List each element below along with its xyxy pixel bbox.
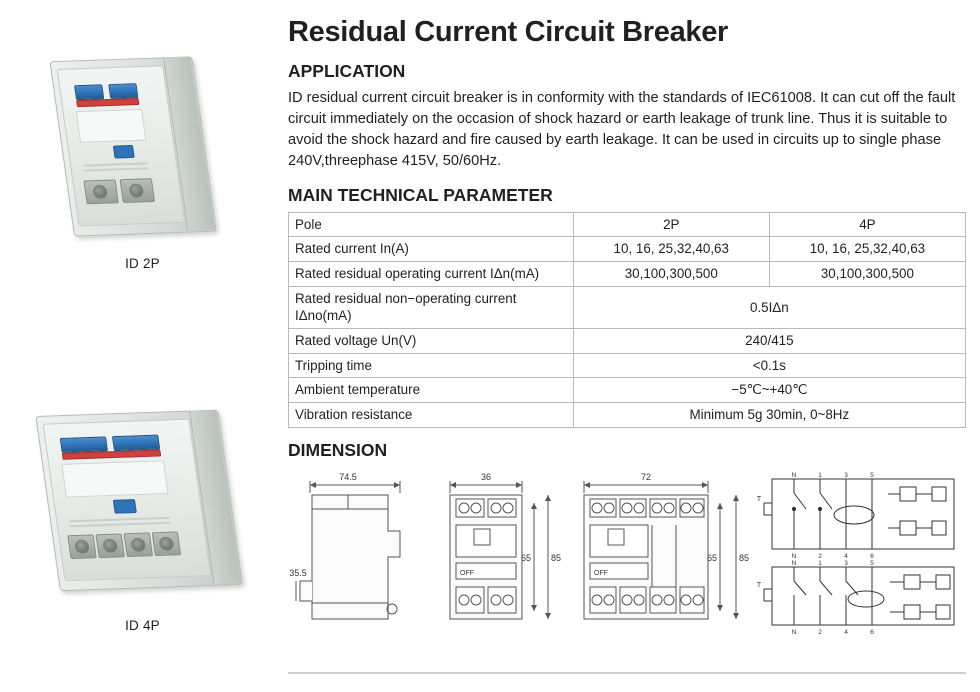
- row-value-span: <0.1s: [573, 353, 965, 378]
- wiring-bottom-bottom-2: 2: [818, 628, 822, 636]
- header-4p: 4P: [769, 212, 965, 237]
- table-row: [289, 329, 966, 354]
- row-value-span: Minimum 5g 30min, 0~8Hz: [573, 403, 965, 428]
- row-value-4p: 10, 16, 25,32,40,63: [769, 237, 965, 262]
- breaker-front-face: [43, 419, 212, 582]
- trip-indicator: [76, 98, 139, 107]
- row-value-span: 0.5IΔn: [573, 286, 965, 328]
- photo-caption-2p: ID 2P: [125, 256, 160, 271]
- table-row: [289, 286, 966, 328]
- test-button: [113, 145, 135, 159]
- toggle-lever-2: [108, 83, 138, 99]
- vent-line: [70, 522, 171, 527]
- dimension-front-4p: [566, 469, 752, 639]
- row-label: Rated residual non−operating current IΔno(mA): [289, 286, 574, 328]
- front-2p-outer-height-label: 85: [550, 552, 561, 563]
- front-2p-width-label: 36: [480, 471, 492, 482]
- footer-divider: [288, 672, 966, 674]
- spec-table: [288, 212, 966, 428]
- header-2p: 2P: [573, 212, 769, 237]
- wiring-top-bottom-2: 2: [818, 552, 822, 560]
- row-label: Rated voltage Un(V): [289, 329, 574, 354]
- breaker-2p-illustration: [0, 48, 285, 248]
- dimension-heading: DIMENSION: [288, 439, 388, 460]
- front-4p-switch-label: OFF: [594, 569, 608, 577]
- wiring-top-terminal-5: 5: [870, 471, 874, 479]
- front-4p-svg: [566, 469, 752, 639]
- wiring-top-terminal-3: 3: [844, 471, 848, 479]
- parameters-heading: MAIN TECHNICAL PARAMETER: [288, 184, 553, 205]
- dimension-drawings: [288, 469, 966, 644]
- wiring-top-bottom-6: 6: [870, 552, 874, 560]
- wiring-bottom-bottom-n: N: [791, 628, 797, 636]
- side-view-svg: [288, 469, 428, 639]
- wiring-bottom-terminal-1: 1: [818, 559, 822, 567]
- wiring-bottom-bottom-4: 4: [844, 628, 848, 636]
- application-text: ID residual current circuit breaker is in conformity with the standards of IEC61008. It can cut off the fault circuit immediately on the occasion of shock hazard or earth leakage of trunk line. Thus it is suitable to avoid the shock hazard and fire caused by earth leakage. It can be used in circuits up to single phase 240V,threephase 415V, 50/60Hz.: [288, 90, 956, 170]
- toggle-lever-1: [74, 84, 104, 100]
- rating-label: [76, 109, 147, 143]
- breaker-4p-illustration: [0, 400, 285, 610]
- front-2p-switch-label: OFF: [460, 569, 474, 577]
- wiring-top-test-label: T: [756, 495, 762, 503]
- wiring-top-terminal-n: N: [791, 471, 797, 479]
- wiring-bottom-bottom-6: 6: [870, 628, 874, 636]
- wiring-top-bottom-4: 4: [844, 552, 848, 560]
- photo-caption-4p: ID 4P: [125, 618, 160, 633]
- page-title: Residual Current Circuit Breaker: [288, 16, 729, 48]
- row-label: Ambient temperature: [289, 378, 574, 403]
- table-row: [289, 378, 966, 403]
- dimension-wiring-diagrams: [754, 469, 966, 639]
- row-label: Rated current In(A): [289, 237, 574, 262]
- wiring-top-bottom-n: N: [791, 552, 797, 560]
- vent-line: [83, 162, 148, 166]
- row-label: Rated residual operating current IΔn(mA): [289, 262, 574, 287]
- product-photo-2p: [0, 48, 285, 271]
- row-value-4p: 30,100,300,500: [769, 262, 965, 287]
- row-value-2p: 10, 16, 25,32,40,63: [573, 237, 769, 262]
- wiring-top-terminal-1: 1: [818, 471, 822, 479]
- wiring-bottom-test-label: T: [756, 581, 762, 589]
- test-button: [113, 499, 137, 514]
- wiring-bottom-terminal-n: N: [791, 559, 797, 567]
- front-4p-outer-height-label: 85: [738, 552, 749, 563]
- product-image-column: [0, 0, 285, 692]
- front-2p-inner-height-label: 65: [520, 552, 531, 563]
- vent-line: [84, 167, 149, 171]
- front-4p-width-label: 72: [640, 471, 652, 482]
- front-4p-inner-height-label: 65: [706, 552, 717, 563]
- content-column: [288, 0, 980, 692]
- wiring-bottom-terminal-3: 3: [844, 559, 848, 567]
- product-photo-4p: [0, 400, 285, 633]
- toggle-lever-1: [60, 436, 108, 452]
- row-label: Tripping time: [289, 353, 574, 378]
- table-row: [289, 262, 966, 287]
- side-view-width-label: 74.5: [339, 471, 357, 482]
- breaker-front-face: [57, 65, 186, 226]
- breaker-4p-body: [35, 410, 240, 590]
- table-row: [289, 237, 966, 262]
- row-value-span: 240/415: [573, 329, 965, 354]
- toggle-lever-2: [112, 435, 160, 451]
- application-heading: APPLICATION: [288, 61, 406, 81]
- dimension-front-2p: [430, 469, 564, 639]
- front-2p-svg: [430, 469, 564, 639]
- wiring-bottom-terminal-5: 5: [870, 559, 874, 567]
- breaker-2p-body: [49, 56, 214, 234]
- row-label: Vibration resistance: [289, 403, 574, 428]
- dimension-side-view: [288, 469, 428, 639]
- table-row: [289, 403, 966, 428]
- wiring-svg: [754, 469, 966, 639]
- row-value-2p: 30,100,300,500: [573, 262, 769, 287]
- row-value-span: −5℃~+40℃: [573, 378, 965, 403]
- side-view-height-label: 35.5: [289, 567, 307, 578]
- header-pole: Pole: [289, 212, 574, 237]
- rating-label: [61, 460, 168, 497]
- table-row: [289, 353, 966, 378]
- table-header-row: [289, 212, 966, 237]
